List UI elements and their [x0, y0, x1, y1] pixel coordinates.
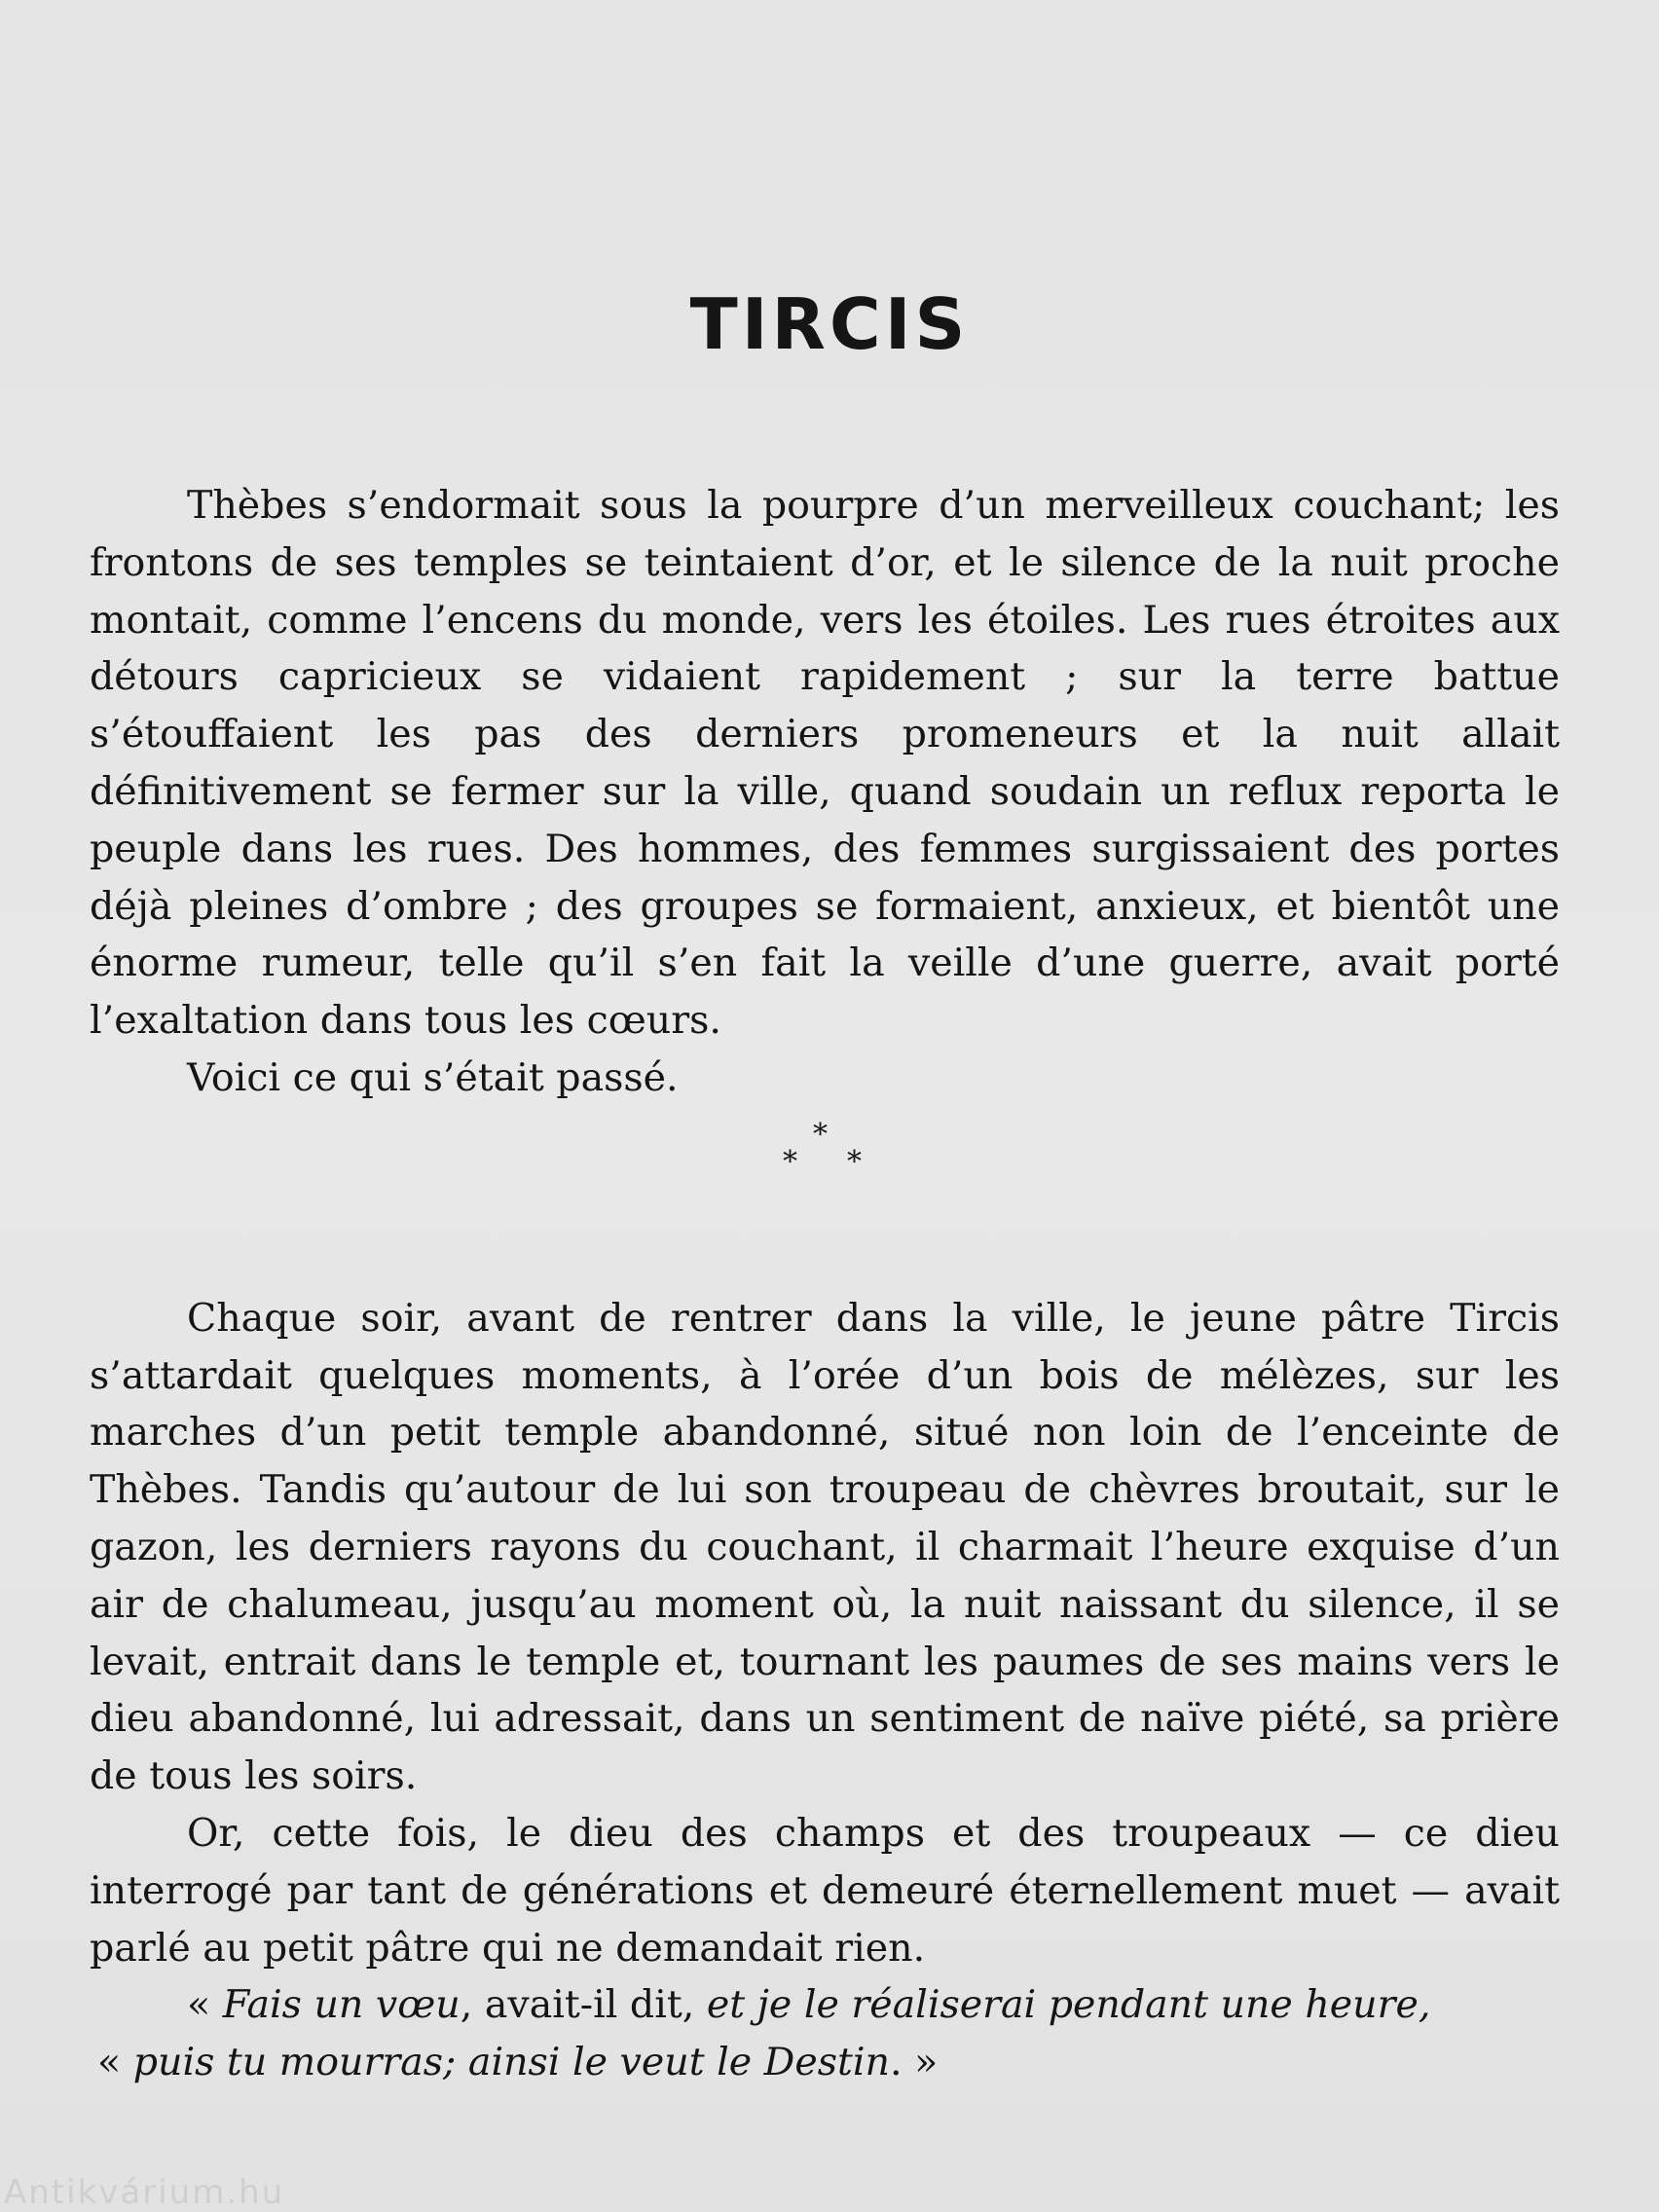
quote-italic-b: et je le réaliserai pendant une heure, [706, 1982, 1431, 2028]
quote-italic-c: puis tu mourras; ainsi le veut le Destin [132, 2040, 890, 2085]
section1-paragraph1: Thèbes s’endormait sous la pourpre d’un merveilleux couchant; les frontons de ses temples se teintaient d’or, et le silence de la nuit proche montait, comme l’encens du monde, vers les étoiles. Les rues étroites aux détours capricieux se vidaient rapidement ; sur la terre battue s’étouffaient les pas des derniers promeneurs et la nuit allait définitivement se fermer sur la ville, quand soudain un reflux reporta le peuple dans les rues. Des hommes, des femmes surgissaient des portes déjà pleines d’ombre ; des groupes se formaient, anxieux, et bientôt une énorme rumeur, telle qu’il s’en fait la veille d’une guerre, avait porté l’exaltation dans tous les cœurs. [90, 483, 1560, 1044]
section2-paragraph2: Or, cette fois, le dieu des champs et des troupeaux — ce dieu interrogé par tant de générations et demeuré éternellement muet — avait parlé au petit pâtre qui ne demandait rien. [90, 1810, 1560, 1971]
quote-line-1 [90, 1976, 1560, 2034]
asterism-star-left: * [783, 1144, 797, 1179]
quote-open-mark-1: « [187, 1982, 223, 2028]
quote-italic-a: Fais un vœu [222, 1982, 461, 2028]
section-divider-asterism [90, 1107, 1560, 1290]
chapter-title: TIRCIS [689, 283, 970, 365]
section1-paragraph2: Voici ce qui s’était passé. [187, 1054, 679, 1100]
quote-close-mark: . » [889, 2040, 939, 2085]
quote-roman: , avait-il dit, [460, 1982, 707, 2028]
asterism-star-top: * [813, 1117, 828, 1152]
quote-line-2 [90, 2034, 1560, 2091]
section2-paragraph1: Chaque soir, avant de rentrer dans la ville, le jeune pâtre Tircis s’attardait quelques moments, à l’orée d’un bois de mélèzes, sur les marches d’un petit temple abandonné, situé non loin de l’enceinte de Thèbes. Tandis qu’autour de lui son troupeau de chèvres broutait, sur le gazon, les derniers rayons du couchant, il charmait l’heure exquise d’un air de chalumeau, jusqu’au moment où, la nuit naissant du silence, il se levait, entrait dans le temple et, tournant les paumes de ses mains vers le dieu abandonné, lui adressait, dans un sentiment de naïve piété, sa prière de tous les soirs. [90, 1295, 1560, 1799]
body-text [90, 477, 1560, 2091]
asterism-star-right: * [847, 1144, 862, 1179]
quote-open-mark-2: « [97, 2040, 133, 2085]
watermark: Antikvárium.hu [4, 2173, 285, 2212]
